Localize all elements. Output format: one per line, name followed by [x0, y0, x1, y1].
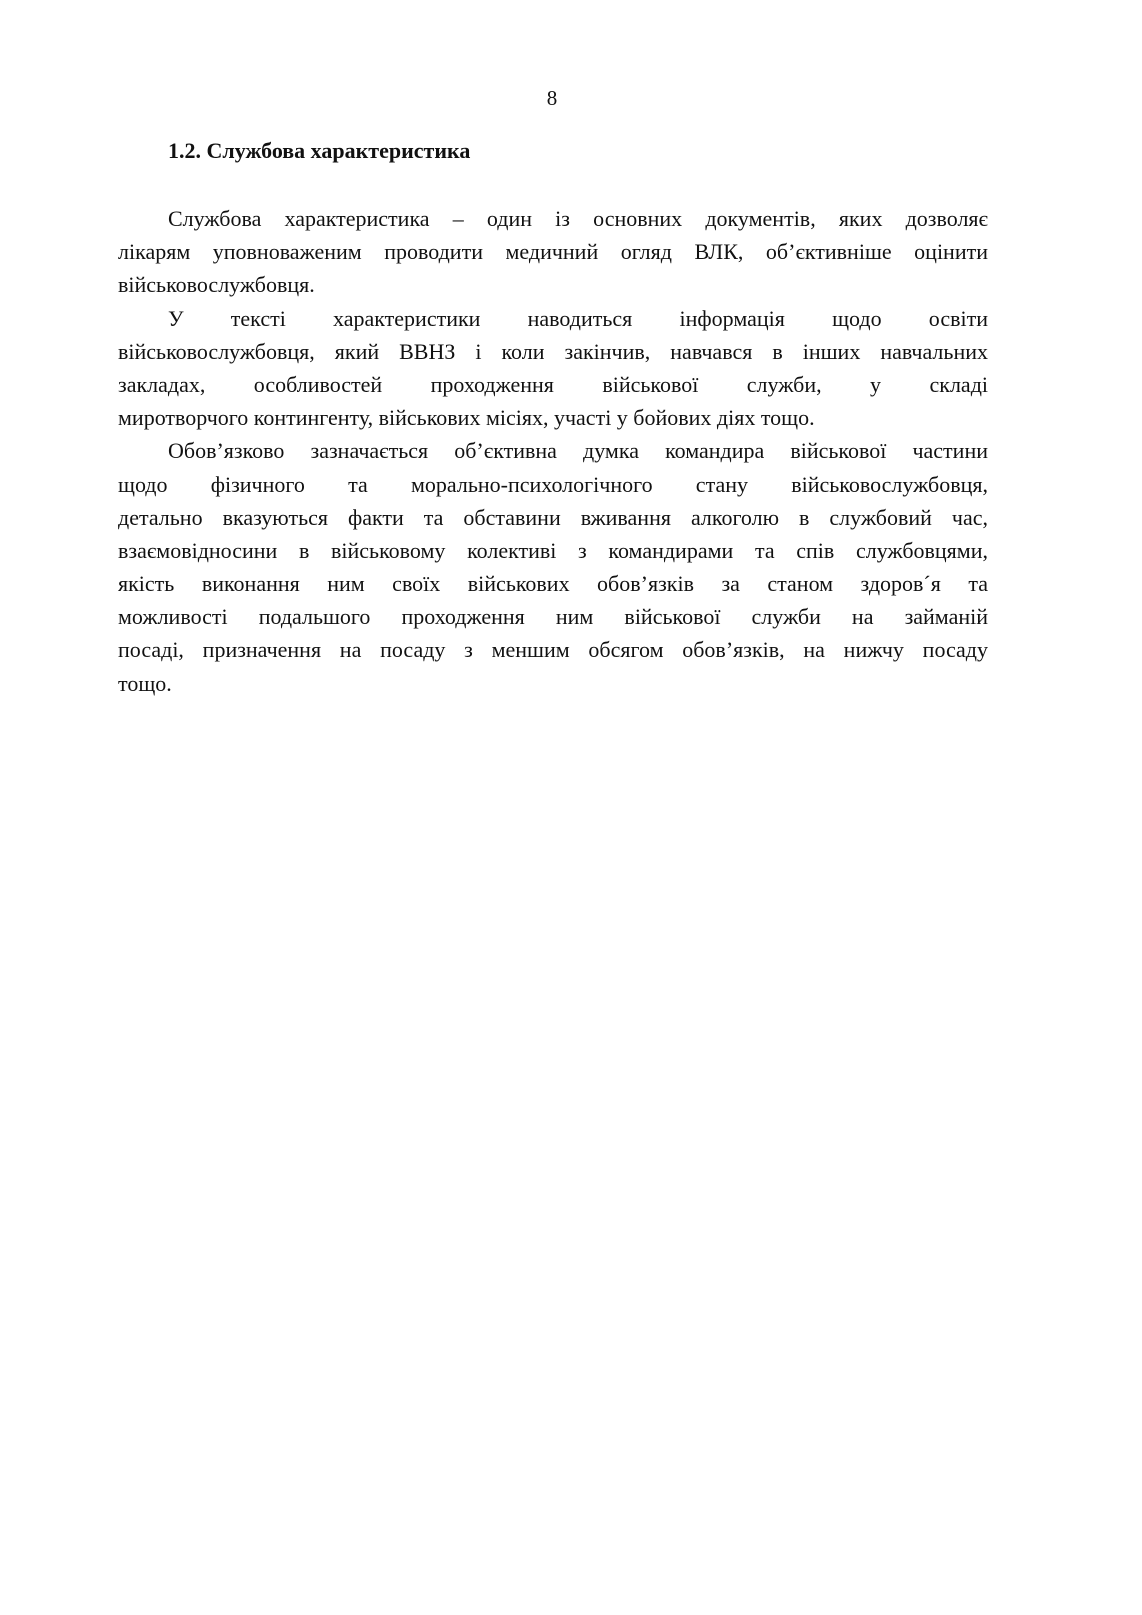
paragraph	[118, 202, 988, 302]
text-line: якість виконання ним своїх військових обов’язків за станом здоров´я та	[118, 571, 988, 597]
paragraph	[118, 302, 988, 435]
paragraph	[118, 434, 988, 700]
text-line: миротворчого контингенту, військових місіях, участі у бойових діях тощо.	[118, 405, 815, 431]
text-line: військовослужбовця.	[118, 272, 315, 298]
text-line: посаді, призначення на посаду з меншим обсягом обов’язків, на нижчу посаду	[118, 637, 988, 663]
text-line: щодо фізичного та морально-психологічного стану військовослужбовця,	[118, 471, 988, 497]
text-line: Обов’язково зазначається об’єктивна думка командира військової частини	[168, 438, 988, 464]
page-number: 8	[546, 86, 558, 110]
text-line: лікарям уповноваженим проводити медичний огляд ВЛК, об’єктивніше оцінити	[118, 239, 988, 265]
text-line: тощо.	[118, 670, 172, 696]
section-heading: 1.2. Службова характеристика	[168, 138, 471, 163]
body-text	[118, 202, 988, 700]
text-line: можливості подальшого проходження ним військової служби на займаній	[118, 604, 988, 630]
text-line: детально вказуються факти та обставини вживання алкоголю в службовий час,	[118, 504, 988, 530]
text-line: військовослужбовця, який ВВНЗ і коли закінчив, навчався в інших навчальних	[118, 338, 988, 364]
text-line: У текстi характеристики наводиться інформація щодо освіти	[168, 305, 988, 331]
text-line: Службова характеристика – один із основних документів, яких дозволяє	[168, 206, 988, 231]
text-line: взаємовідносини в військовому колективі з командирами та спів службовцями,	[118, 537, 988, 563]
text-line: закладах, особливостей проходження військової служби, у складі	[118, 371, 988, 397]
